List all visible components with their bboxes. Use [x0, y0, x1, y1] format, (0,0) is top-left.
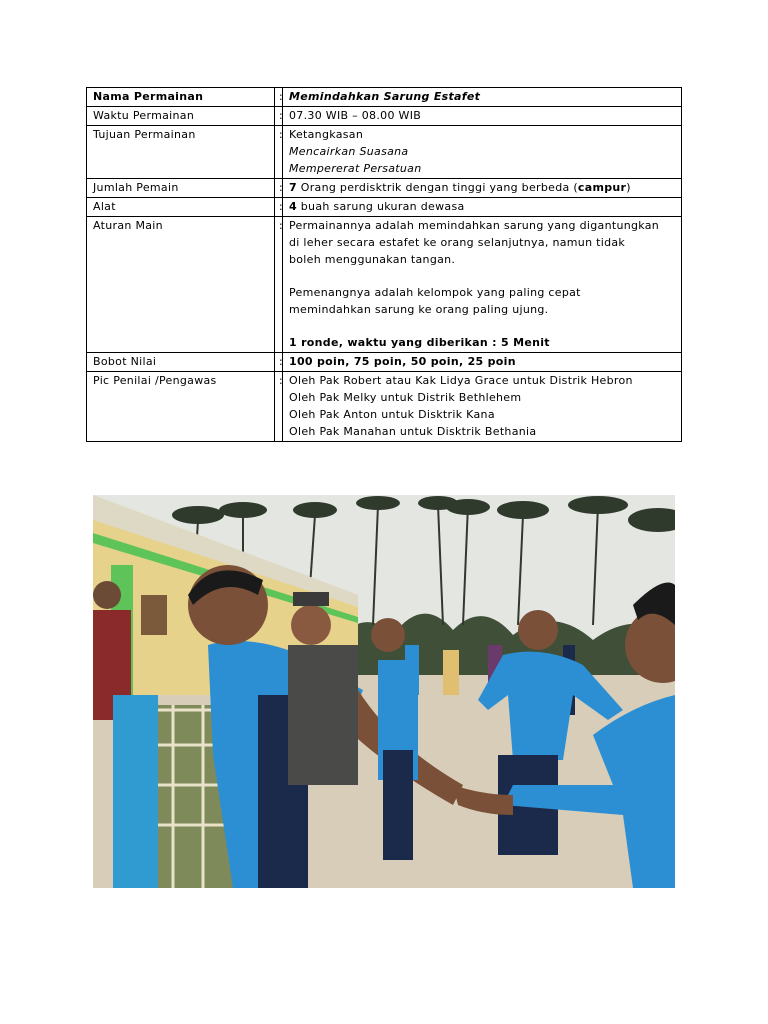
- player-count-text: Orang perdisktrik dengan tinggi yang berbeda (: [296, 181, 578, 194]
- row-separator: :: [275, 372, 283, 442]
- rules-line: boleh menggunakan tangan.: [289, 253, 456, 266]
- row-label: Waktu Permainan: [87, 107, 275, 126]
- game-purpose-value: [283, 126, 682, 179]
- game-time-value: 07.30 WIB – 08.00 WIB: [283, 107, 682, 126]
- row-separator: :: [275, 217, 283, 353]
- table-row: [87, 372, 682, 442]
- photo-illustration: [93, 495, 675, 888]
- row-label: Nama Permainan: [87, 88, 275, 107]
- man-center-cap: [293, 592, 329, 606]
- row-label: Jumlah Pemain: [87, 179, 275, 198]
- blue-cloth: [113, 695, 158, 888]
- person-left-head: [93, 581, 121, 609]
- row-label: Tujuan Permainan: [87, 126, 275, 179]
- row-label: Bobot Nilai: [87, 353, 275, 372]
- score-weight-value: 100 poin, 75 poin, 50 poin, 25 poin: [283, 353, 682, 372]
- row-separator: :: [275, 107, 283, 126]
- table-row: [87, 217, 682, 353]
- table-row: [87, 179, 682, 198]
- supervisor-line: Oleh Pak Melky untuk Distrik Bethlehem: [289, 391, 522, 404]
- man-center-head: [291, 605, 331, 645]
- paragraph-gap: [289, 318, 677, 334]
- equipment-text: buah sarung ukuran dewasa: [296, 200, 465, 213]
- boy-center-head: [371, 618, 405, 652]
- game-photo: [93, 495, 675, 888]
- table-row: [87, 198, 682, 217]
- rules-time-note: 1 ronde, waktu yang diberikan : 5 Menit: [289, 336, 550, 349]
- player-count-suffix: ): [626, 181, 631, 194]
- rules-value: [283, 217, 682, 353]
- purpose-line: Mempererat Persatuan: [289, 162, 422, 175]
- table-row: [87, 353, 682, 372]
- table-row: [87, 107, 682, 126]
- supervisor-line: Oleh Pak Manahan untuk Disktrik Bethania: [289, 425, 537, 438]
- player-count-value: [283, 179, 682, 198]
- game-info-table: [86, 87, 682, 442]
- row-separator: :: [275, 88, 283, 107]
- row-separator: :: [275, 179, 283, 198]
- game-name-value: Memindahkan Sarung Estafet: [283, 88, 682, 107]
- supervisor-line: Oleh Pak Anton untuk Disktrik Kana: [289, 408, 495, 421]
- supervisor-line: Oleh Pak Robert atau Kak Lidya Grace untuk Distrik Hebron: [289, 374, 633, 387]
- rules-line: memindahkan sarung ke orang paling ujung.: [289, 303, 549, 316]
- supervisors-value: [283, 372, 682, 442]
- row-label: Aturan Main: [87, 217, 275, 353]
- boy-center-pants: [383, 750, 413, 860]
- row-label: Alat: [87, 198, 275, 217]
- row-separator: :: [275, 126, 283, 179]
- equipment-value: [283, 198, 682, 217]
- purpose-line: Ketangkasan: [289, 128, 364, 141]
- player-count-number: 7: [289, 181, 297, 194]
- paragraph-gap: [289, 268, 677, 284]
- table-row: [87, 88, 682, 107]
- building-window: [141, 595, 167, 635]
- man-center-shirt: [288, 645, 358, 785]
- rules-line: di leher secara estafet ke orang selanjutnya, namun tidak: [289, 236, 626, 249]
- row-label: Pic Penilai /Pengawas: [87, 372, 275, 442]
- rules-line: Pemenangnya adalah kelompok yang paling cepat: [289, 286, 581, 299]
- rules-line: Permainannya adalah memindahkan sarung yang digantungkan: [289, 219, 660, 232]
- purpose-line: Mencairkan Suasana: [289, 145, 409, 158]
- table-row: [87, 126, 682, 179]
- player-count-mixed: campur: [577, 181, 627, 194]
- boy-right-head: [518, 610, 558, 650]
- row-separator: :: [275, 353, 283, 372]
- row-separator: :: [275, 198, 283, 217]
- equipment-count: 4: [289, 200, 297, 213]
